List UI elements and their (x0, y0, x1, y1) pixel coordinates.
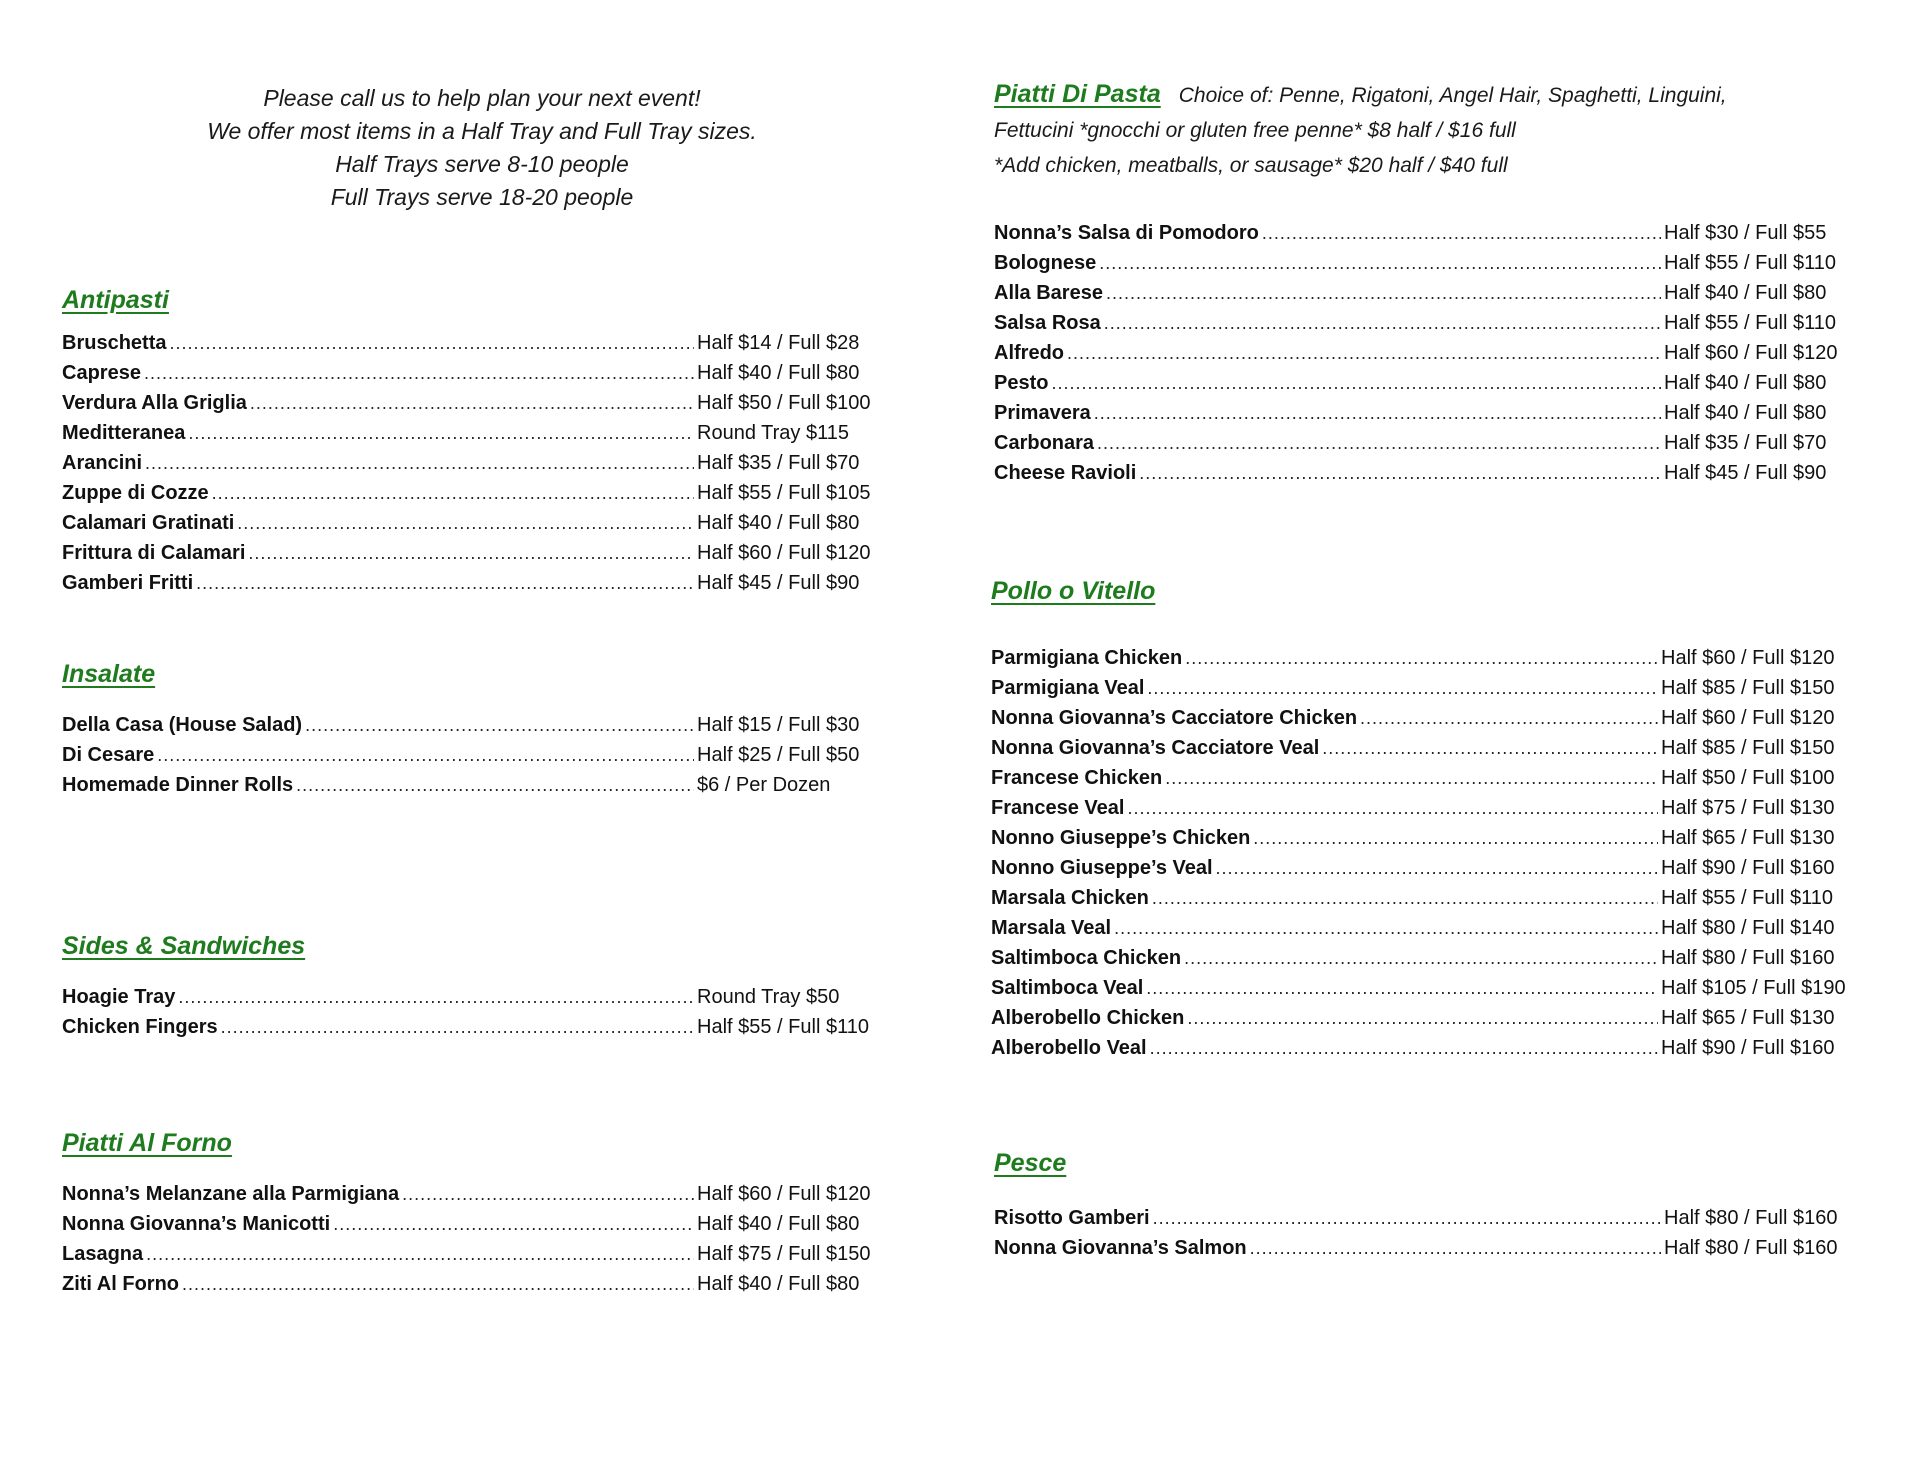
menu-item (991, 973, 1871, 1003)
item-name: Alberobello Veal (991, 1037, 1147, 1059)
item-name: Marsala Chicken (991, 887, 1149, 909)
menu-item (994, 278, 1874, 308)
item-name: Parmigiana Veal (991, 677, 1145, 699)
item-price: Half $65 / Full $130 (1661, 1007, 1835, 1029)
menu-item (991, 733, 1871, 763)
item-name: Della Casa (House Salad) (62, 714, 303, 736)
menu-item (62, 770, 902, 800)
item-price: Round Tray $115 (697, 422, 849, 444)
menu-item (994, 218, 1874, 248)
item-price: Half $55 / Full $110 (1664, 312, 1836, 334)
item-price: Half $75 / Full $130 (1661, 797, 1835, 819)
item-name: Frittura di Calamari (62, 542, 246, 564)
dot-leader (221, 1012, 694, 1042)
menu-item (991, 913, 1871, 943)
intro-line: We offer most items in a Half Tray and Full Tray sizes. (207, 118, 757, 144)
section-pesce (994, 1147, 1874, 1263)
section-pollo (991, 575, 1871, 1063)
item-price: Half $50 / Full $100 (1661, 767, 1835, 789)
dot-leader (1152, 883, 1658, 913)
dot-leader (1067, 338, 1661, 368)
item-name: Nonno Giuseppe’s Chicken (991, 827, 1251, 849)
section-antipasti (62, 284, 902, 598)
item-price: Half $90 / Full $160 (1661, 1037, 1835, 1059)
item-price: Half $85 / Full $150 (1661, 677, 1835, 699)
menu-item (991, 763, 1871, 793)
item-price: Round Tray $50 (697, 986, 840, 1008)
dot-leader (188, 418, 694, 448)
item-price: Half $80 / Full $140 (1661, 917, 1835, 939)
dot-leader (237, 508, 694, 538)
item-price: Half $40 / Full $80 (1664, 402, 1827, 424)
menu-list (62, 982, 902, 1042)
dot-leader (1139, 458, 1661, 488)
section-title: Sides & Sandwiches (62, 932, 306, 960)
menu-item (62, 418, 902, 448)
menu-list (991, 643, 1871, 1063)
item-name: Salsa Rosa (994, 312, 1101, 334)
dot-leader (250, 388, 694, 418)
menu-item (991, 823, 1871, 853)
menu-item (994, 248, 1874, 278)
dot-leader (1106, 278, 1661, 308)
dot-leader (1153, 1203, 1661, 1233)
dot-leader (402, 1179, 694, 1209)
dot-leader (1262, 218, 1661, 248)
menu-item (991, 793, 1871, 823)
section-title: Piatti Al Forno (62, 1129, 232, 1157)
item-price: Half $40 / Full $80 (697, 1213, 860, 1235)
item-price: Half $55 / Full $110 (1661, 887, 1833, 909)
item-name: Nonna’s Melanzane alla Parmigiana (62, 1183, 400, 1205)
dot-leader (1146, 973, 1658, 1003)
item-price: Half $90 / Full $160 (1661, 857, 1835, 879)
section-forno (62, 1127, 902, 1299)
dot-leader (1165, 763, 1658, 793)
item-price: Half $85 / Full $150 (1661, 737, 1835, 759)
dot-leader (305, 710, 694, 740)
section-title: Pollo o Vitello (991, 577, 1156, 605)
dot-leader (1104, 308, 1661, 338)
menu-item (994, 368, 1874, 398)
menu-item (62, 538, 902, 568)
item-price: Half $35 / Full $70 (1664, 432, 1827, 454)
section-sides (62, 930, 902, 1042)
menu-item (994, 338, 1874, 368)
menu-item (994, 308, 1874, 338)
item-price: Half $40 / Full $80 (697, 1273, 860, 1295)
pasta-option-note: Fettucini *gnocchi or gluten free penne* $8 half / $16 full (994, 119, 1516, 142)
item-price: Half $55 / Full $110 (697, 1016, 869, 1038)
pasta-header (994, 78, 1874, 183)
menu-item (62, 448, 902, 478)
menu-item (991, 1033, 1871, 1063)
menu-item (991, 883, 1871, 913)
menu-item (62, 358, 902, 388)
section-title: Antipasti (62, 286, 169, 314)
item-price: Half $75 / Full $150 (697, 1243, 871, 1265)
menu-item (994, 398, 1874, 428)
item-name: Nonna Giovanna’s Cacciatore Veal (991, 737, 1320, 759)
item-price: Half $80 / Full $160 (1661, 947, 1835, 969)
item-price: Half $25 / Full $50 (697, 744, 860, 766)
item-name: Gamberi Fritti (62, 572, 194, 594)
item-price: Half $60 / Full $120 (697, 1183, 871, 1205)
menu-item (994, 458, 1874, 488)
dot-leader (1099, 248, 1661, 278)
dot-leader (1322, 733, 1658, 763)
item-name: Nonna Giovanna’s Salmon (994, 1237, 1247, 1259)
item-price: Half $40 / Full $80 (1664, 372, 1827, 394)
pasta-choice-note: Choice of: Penne, Rigatoni, Angel Hair, Spaghetti, Linguini, (1178, 84, 1727, 107)
section-pasta (994, 218, 1874, 488)
dot-leader (1250, 1233, 1661, 1263)
dot-leader (1185, 643, 1658, 673)
event-intro (62, 82, 902, 214)
item-name: Homemade Dinner Rolls (62, 774, 294, 796)
menu-item (991, 1003, 1871, 1033)
dot-leader (157, 740, 694, 770)
dot-leader (145, 448, 694, 478)
pasta-addon-note: *Add chicken, meatballs, or sausage* $20 half / $40 full (994, 154, 1508, 177)
menu-item (62, 1209, 902, 1239)
dot-leader (1051, 368, 1661, 398)
section-title: Piatti Di Pasta (994, 80, 1161, 108)
item-name: Cheese Ravioli (994, 462, 1137, 484)
item-price: Half $15 / Full $30 (697, 714, 860, 736)
dot-leader (178, 982, 694, 1012)
item-price: Half $60 / Full $120 (697, 542, 871, 564)
item-price: Half $60 / Full $120 (1664, 342, 1838, 364)
item-name: Saltimboca Veal (991, 977, 1144, 999)
menu-item (62, 388, 902, 418)
item-name: Carbonara (994, 432, 1095, 454)
item-price: Half $14 / Full $28 (697, 332, 860, 354)
dot-leader (1127, 793, 1658, 823)
item-name: Parmigiana Chicken (991, 647, 1183, 669)
item-name: Risotto Gamberi (994, 1207, 1150, 1229)
item-price: Half $40 / Full $80 (697, 512, 860, 534)
item-name: Verdura Alla Griglia (62, 392, 247, 414)
dot-leader (146, 1239, 694, 1269)
item-price: Half $30 / Full $55 (1664, 222, 1827, 244)
dot-leader (1147, 673, 1658, 703)
intro-line: Please call us to help plan your next event! (263, 85, 701, 111)
menu-item (991, 703, 1871, 733)
item-name: Ziti Al Forno (62, 1273, 180, 1295)
item-name: Marsala Veal (991, 917, 1112, 939)
section-title: Pesce (994, 1149, 1067, 1177)
menu-item (62, 740, 902, 770)
item-name: Nonno Giuseppe’s Veal (991, 857, 1213, 879)
menu-item (62, 478, 902, 508)
item-price: Half $35 / Full $70 (697, 452, 860, 474)
item-price: Half $40 / Full $80 (1664, 282, 1827, 304)
item-price: Half $45 / Full $90 (697, 572, 860, 594)
item-name: Meditteranea (62, 422, 186, 444)
dot-leader (1360, 703, 1658, 733)
item-name: Alfredo (994, 342, 1064, 364)
item-name: Francese Chicken (991, 767, 1163, 789)
menu-list (994, 218, 1874, 488)
dot-leader (144, 358, 694, 388)
menu-item (991, 673, 1871, 703)
dot-leader (248, 538, 694, 568)
item-price: Half $80 / Full $160 (1664, 1237, 1838, 1259)
item-price: Half $80 / Full $160 (1664, 1207, 1838, 1229)
dot-leader (196, 568, 694, 598)
item-name: Alla Barese (994, 282, 1103, 304)
menu-list (62, 710, 902, 800)
dot-leader (296, 770, 694, 800)
menu-item (62, 508, 902, 538)
item-name: Lasagna (62, 1243, 144, 1265)
item-name: Nonna Giovanna’s Manicotti (62, 1213, 331, 1235)
dot-leader (1253, 823, 1658, 853)
item-price: Half $60 / Full $120 (1661, 647, 1835, 669)
item-name: Francese Veal (991, 797, 1125, 819)
dot-leader (1094, 398, 1661, 428)
dot-leader (1114, 913, 1658, 943)
menu-item (62, 1179, 902, 1209)
item-name: Calamari Gratinati (62, 512, 235, 534)
item-name: Primavera (994, 402, 1091, 424)
item-price: Half $55 / Full $110 (1664, 252, 1836, 274)
item-name: Bruschetta (62, 332, 167, 354)
item-name: Chicken Fingers (62, 1016, 218, 1038)
menu-item (991, 943, 1871, 973)
menu-list (62, 328, 902, 598)
menu-list (62, 1179, 902, 1299)
item-name: Nonna Giovanna’s Cacciatore Chicken (991, 707, 1358, 729)
section-insalate (62, 658, 902, 800)
dot-leader (333, 1209, 694, 1239)
item-price: Half $55 / Full $105 (697, 482, 871, 504)
menu-item (994, 1203, 1874, 1233)
menu-item (62, 1012, 902, 1042)
intro-line: Full Trays serve 18-20 people (330, 184, 634, 210)
item-price: Half $45 / Full $90 (1664, 462, 1827, 484)
menu-item (994, 1233, 1874, 1263)
menu-item (991, 853, 1871, 883)
item-price: Half $105 / Full $190 (1661, 977, 1846, 999)
item-price: Half $60 / Full $120 (1661, 707, 1835, 729)
item-name: Pesto (994, 372, 1049, 394)
menu-item (62, 328, 902, 358)
item-name: Caprese (62, 362, 141, 384)
dot-leader (1187, 1003, 1658, 1033)
item-name: Saltimboca Chicken (991, 947, 1182, 969)
dot-leader (1216, 853, 1658, 883)
intro-line: Half Trays serve 8-10 people (335, 151, 629, 177)
dot-leader (212, 478, 694, 508)
item-name: Arancini (62, 452, 143, 474)
menu-item (62, 1269, 902, 1299)
dot-leader (182, 1269, 694, 1299)
dot-leader (1150, 1033, 1658, 1063)
menu-item (62, 1239, 902, 1269)
dot-leader (1097, 428, 1661, 458)
item-price: $6 / Per Dozen (697, 774, 831, 796)
menu-item (62, 982, 902, 1012)
item-name: Di Cesare (62, 744, 155, 766)
menu-item (991, 643, 1871, 673)
menu-item (994, 428, 1874, 458)
dot-leader (1184, 943, 1658, 973)
item-name: Nonna’s Salsa di Pomodoro (994, 222, 1259, 244)
item-name: Alberobello Chicken (991, 1007, 1185, 1029)
menu-item (62, 710, 902, 740)
item-price: Half $40 / Full $80 (697, 362, 860, 384)
item-price: Half $50 / Full $100 (697, 392, 871, 414)
item-price: Half $65 / Full $130 (1661, 827, 1835, 849)
dot-leader (169, 328, 694, 358)
item-name: Zuppe di Cozze (62, 482, 209, 504)
item-name: Bolognese (994, 252, 1097, 274)
section-title: Insalate (62, 660, 156, 688)
menu-list (994, 1203, 1874, 1263)
menu-item (62, 568, 902, 598)
item-name: Hoagie Tray (62, 986, 176, 1008)
